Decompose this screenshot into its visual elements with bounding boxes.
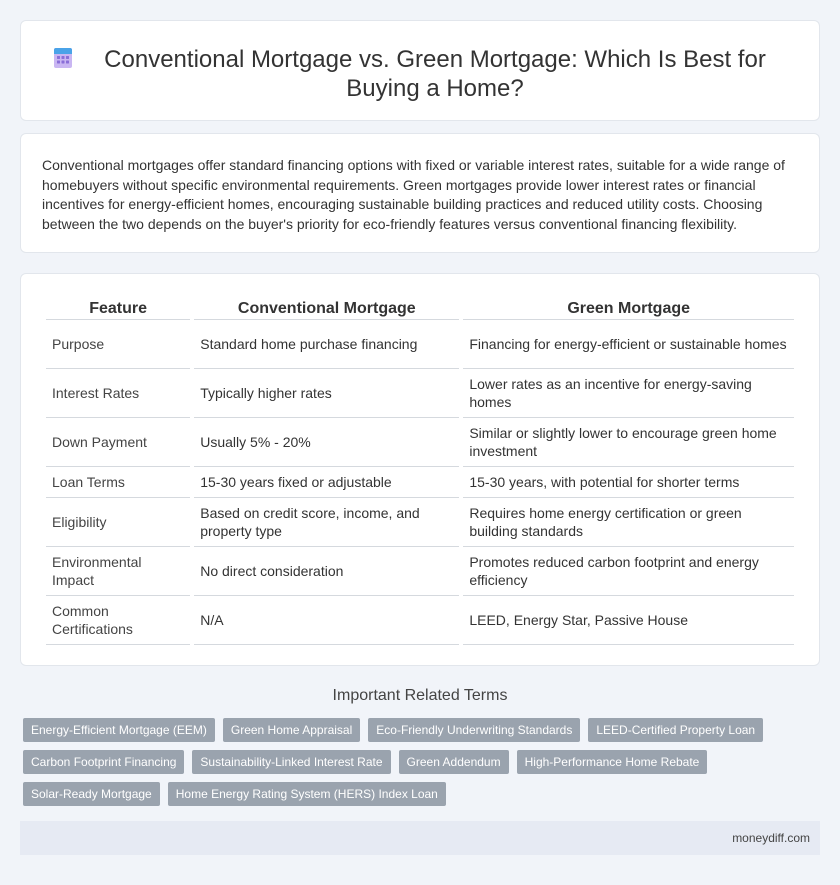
header-conventional: Conventional Mortgage xyxy=(194,296,459,320)
row-conventional: N/A xyxy=(194,596,459,645)
row-feature: Environmental Impact xyxy=(46,547,190,596)
related-terms-title: Important Related Terms xyxy=(332,687,508,704)
row-green: 15-30 years, with potential for shorter terms xyxy=(463,467,794,498)
footer xyxy=(20,821,820,855)
row-green: Promotes reduced carbon footprint and energy efficiency xyxy=(463,547,794,596)
intro-paragraph: Conventional mortgages offer standard financing options with fixed or variable interest rates, suitable for a wide range of homebuyers without specific environmental requirements. Green mortgages provide lower interest rates or financial incentives for energy-efficient homes, encouraging sustainable building practices and reduced utility costs. Choosing between the two depends on the buyer's priority for eco-friendly features versus conventional financing flexibility. xyxy=(42,157,785,232)
row-feature: Eligibility xyxy=(46,498,190,547)
row-feature: Down Payment xyxy=(46,418,190,467)
related-terms-list xyxy=(23,718,803,806)
row-conventional: Usually 5% - 20% xyxy=(194,418,459,467)
row-conventional: Based on credit score, income, and property type xyxy=(194,498,459,547)
row-conventional: No direct consideration xyxy=(194,547,459,596)
table-row xyxy=(46,547,794,596)
row-green: Lower rates as an incentive for energy-saving homes xyxy=(463,369,794,418)
header-feature: Feature xyxy=(46,296,190,320)
related-term-tag[interactable]: Eco-Friendly Underwriting Standards xyxy=(368,718,580,742)
table-row xyxy=(46,498,794,547)
intro-card xyxy=(20,133,820,253)
row-green: Requires home energy certification or green building standards xyxy=(463,498,794,547)
row-conventional: Typically higher rates xyxy=(194,369,459,418)
related-term-tag[interactable]: High-Performance Home Rebate xyxy=(517,750,708,774)
related-term-tag[interactable]: Carbon Footprint Financing xyxy=(23,750,184,774)
table-header-row xyxy=(46,296,794,320)
page-title: Conventional Mortgage vs. Green Mortgage: Which Is Best for Buying a Home? xyxy=(104,46,766,102)
row-feature: Loan Terms xyxy=(46,467,190,498)
table-row xyxy=(46,320,794,369)
table-row xyxy=(46,596,794,645)
table-row xyxy=(46,369,794,418)
row-green: Financing for energy-efficient or sustainable homes xyxy=(463,320,794,369)
title-card xyxy=(20,20,820,121)
comparison-card xyxy=(20,273,820,666)
related-term-tag[interactable]: Energy-Efficient Mortgage (EEM) xyxy=(23,718,215,742)
related-term-tag[interactable]: Sustainability-Linked Interest Rate xyxy=(192,750,390,774)
row-feature: Common Certifications xyxy=(46,596,190,645)
related-term-tag[interactable]: Green Home Appraisal xyxy=(223,718,360,742)
related-term-tag[interactable]: Green Addendum xyxy=(399,750,509,774)
row-green: LEED, Energy Star, Passive House xyxy=(463,596,794,645)
row-feature: Interest Rates xyxy=(46,369,190,418)
related-term-tag[interactable]: Solar-Ready Mortgage xyxy=(23,782,160,806)
row-conventional: 15-30 years fixed or adjustable xyxy=(194,467,459,498)
comparison-table xyxy=(42,296,798,645)
footer-site-link[interactable]: moneydiff.com xyxy=(732,831,810,845)
table-row xyxy=(46,418,794,467)
row-conventional: Standard home purchase financing xyxy=(194,320,459,369)
row-feature: Purpose xyxy=(46,320,190,369)
row-green: Similar or slightly lower to encourage green home investment xyxy=(463,418,794,467)
related-term-tag[interactable]: LEED-Certified Property Loan xyxy=(588,718,763,742)
related-term-tag[interactable]: Home Energy Rating System (HERS) Index Loan xyxy=(168,782,446,806)
header-green: Green Mortgage xyxy=(463,296,794,320)
table-row xyxy=(46,467,794,498)
